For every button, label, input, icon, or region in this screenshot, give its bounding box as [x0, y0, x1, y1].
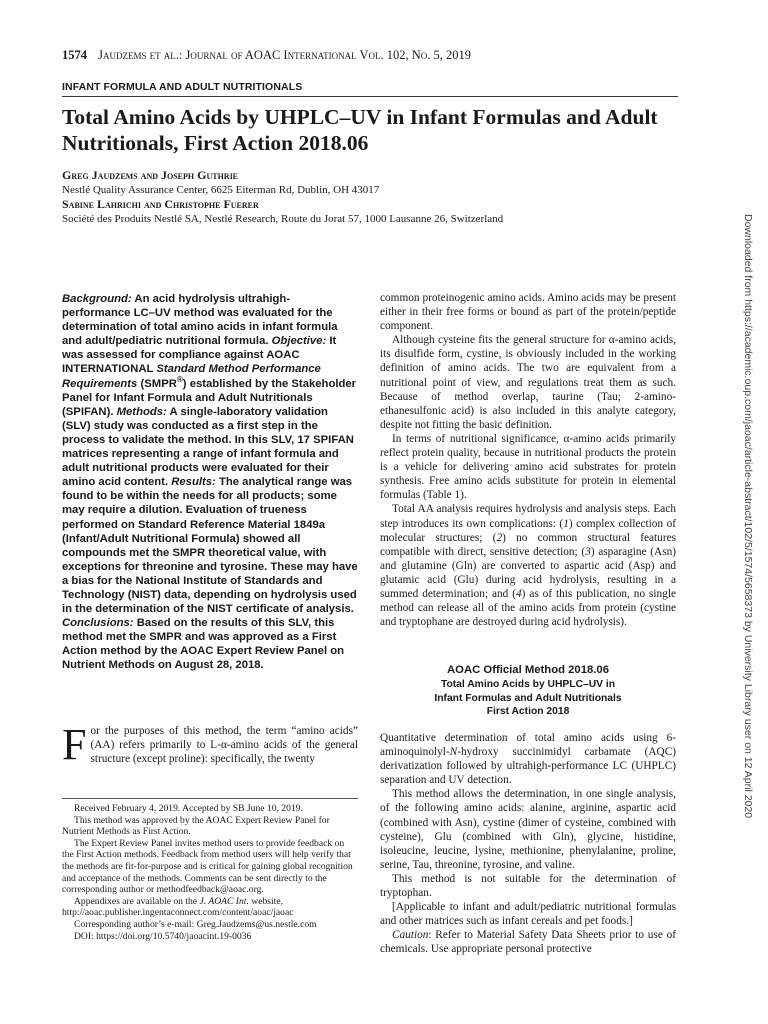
method-heading — [380, 663, 676, 719]
registered-mark: ® — [176, 374, 183, 384]
method-title: AOAC Official Method 2018.06 — [447, 664, 609, 676]
affiliation-1: Nestlé Quality Assurance Center, 6625 Eiterman Rd, Dublin, OH 43017 — [62, 183, 380, 196]
footnote-received: Received February 4, 2019. Accepted by SB June 10, 2019. — [74, 803, 303, 814]
body-paragraph-3: In terms of nutritional significance, α-amino acids primarily reflect protein quality, because in nutritional products the protein is a vehicle for delivering amino acid substrates for protein synthesis. Free amino acids substitute for protein in elemental formulas (Table 1). — [380, 432, 676, 502]
right-column-top — [380, 291, 676, 629]
abstract-objective-b: ) established by the Stakeholder Panel for Infant Formula and Adult Nutritionals (SPIFAN). — [62, 377, 357, 418]
list-number-1: 1 — [563, 517, 569, 530]
abstract-results: The analytical range was found to be within the needs for all products; some may require a dilution. Evaluation of trueness performed on Standard Reference Material 1849a (Infant/Adult Nutritional Formula) showed all compounds met the SMPR theoretical value, with exceptions for threonine and tyrosine. These may have a bias for the National Institute of Standards and Technology (NIST) data, depending on hydrolysis used in the determination of the NIST certificate of analysis. — [62, 476, 358, 616]
body-paragraph-1: common proteinogenic amino acids. Amino acids may be present either in their free forms or bound as part of the protein/peptide component. — [380, 292, 676, 333]
section-label: INFANT FORMULA AND ADULT NUTRITIONALS — [62, 81, 303, 93]
abstract-conclusions: Based on the results of this SLV, this method met the SMPR and was approved as a First Action method by the AOAC Expert Review Panel on Nutrient Methods on August 28, 2018. — [62, 617, 345, 672]
footnote-review: The Expert Review Panel invites method users to provide feedback on the First Action methods. Feedback from method users will help verify that the methods are fit-for-purpose and is critical for gaining global recognition and acceptance of the methods. Comments can be sent directly to the corresponding author or methodfeedback@aoac.org. — [62, 837, 353, 896]
abstract-methods: A single-laboratory validation (SLV) study was conducted as a first step in the process to validate the method. In this SLV, 17 SPIFAN matrices representing a range of infant formula and adult nutritional products were evaluated for their amino acid content. — [62, 405, 354, 489]
abstract-conclusions-label: Conclusions: — [62, 617, 134, 630]
author-block — [62, 168, 678, 226]
authors-line-1: Greg Jaudzems and Joseph Guthrie — [62, 168, 239, 182]
m1-italic-n: N — [449, 746, 458, 759]
list-number-2: 2 — [496, 531, 503, 544]
abstract-methods-label: Methods: — [116, 405, 167, 418]
caution-text: : Refer to Material Safety Data Sheets prior to use of chemicals. Use appropriate personal protective — [380, 929, 676, 956]
abstract-objective-label: Objective: — [271, 335, 327, 348]
body-paragraph-4 — [380, 502, 676, 629]
affiliation-2: Société des Produits Nestlé SA, Nestlé Research, Route du Jorat 57, 1000 Lausanne 26, Switzerland — [62, 212, 504, 225]
list-number-4: 4 — [516, 587, 522, 600]
method-subtitle: Total Amino Acids by UHPLC–UV in Infant Formulas and Adult Nutritionals First Action 2018 — [434, 679, 622, 717]
running-head — [62, 48, 471, 63]
authors-line-2: Sabine Lahrichi and Christophe Fuerer — [62, 197, 259, 211]
method-paragraph-1 — [380, 731, 676, 787]
footnote-email: Corresponding author’s e-mail: Greg.Jaudzems@us.nestle.com — [74, 918, 317, 930]
intro-text: or the purposes of this method, the term “amino acids” (AA) refers primarily to L-α-amino acids of the general structure (except proline): specifically, the twenty — [90, 725, 358, 766]
p4-part-e: ) as of this publication, no single method can release all of the amino acids from protein (cystine and tryptophane are destroyed during acid hydrolysis). — [380, 587, 676, 629]
list-number-3: 3 — [585, 545, 591, 558]
download-watermark: Downloaded from https://academic.oup.com/jaoac/article-abstract/102/5/1574/5658373 by University Library user on 12 April 2020 — [742, 214, 754, 819]
p4-part-c: ) no common structural features compatible with direct, sensitive detection; ( — [380, 531, 676, 558]
footnote-rule — [62, 798, 358, 799]
footnote-appendices — [62, 896, 358, 919]
abstract-smpr-abbr: (SMPR — [140, 377, 177, 390]
abstract-objective-a: It was assessed for compliance against AOAC INTERNATIONAL — [62, 335, 337, 376]
journal-abbrev: J. AOAC Int. — [199, 895, 249, 907]
footnote-appendices-a: Appendixes are available on the — [74, 895, 198, 907]
header-rule — [62, 96, 678, 97]
p4-part-a: Total AA analysis requires hydrolysis and analysis steps. Each step introduces its own complications: ( — [380, 503, 676, 530]
caution-paragraph — [380, 928, 676, 956]
caution-label: Caution — [392, 929, 429, 942]
abstract-smpr-italic: Standard Method Performance Requirements — [62, 363, 321, 390]
abstract-results-label: Results: — [171, 476, 216, 489]
right-column-bottom — [380, 731, 676, 957]
p4-part-b: ) complex collection of molecular structures; ( — [380, 517, 676, 544]
abstract — [62, 292, 358, 673]
p4-part-d: ) asparagine (Asn) and glutamine (Gln) are converted to aspartic acid (Asp) and glutamic acid (Glu) during acid hydrolysis, resulting in a summed determination; and ( — [380, 545, 676, 600]
m1-part-b: -hydroxy succinimidyl carbamate (AQC) derivatization followed by ultrahigh-performance LC (UHPLC) separation and UV detection. — [380, 746, 676, 787]
abstract-background: An acid hydrolysis ultrahigh-performance LC–UV method was evaluated for the determination of total amino acids in infant formula and adult/pediatric nutritional formula. — [62, 293, 338, 348]
footnotes — [62, 803, 358, 942]
running-title: Jaudzems et al.: Journal of AOAC International Vol. 102, No. 5, 2019 — [98, 48, 472, 62]
footnote-approved: This method was approved by the AOAC Expert Review Panel for Nutrient Methods as First Action. — [62, 814, 330, 838]
footnote-doi: DOI: https://doi.org/10.5740/jaoacint.19-0036 — [74, 930, 252, 942]
m1-part-a: Quantitative determination of total amino acids using 6-aminoquinolyl- — [380, 732, 676, 759]
page-number: 1574 — [62, 48, 87, 62]
body-paragraph-2: Although cysteine fits the general structure for α-amino acids, its disulfide form, cystine, is obviously included in the working definition of amino acids. The two are equivalent from a nutritional point of view, and regulations treat them as such. Because of method overlap, taurine (Tau; 2-amino-ethanesulfonic acid) is also included in this analyte category, despite not fitting the basic definition. — [380, 334, 676, 431]
method-paragraph-4: [Applicable to infant and adult/pediatric nutritional formulas and other matrices such as infant cereals and pet foods.] — [380, 901, 676, 928]
footnote-appendices-b: website, http://aoac.publisher.ingentaconnect.com/content/aoac/jaoac — [62, 895, 294, 919]
article-title: Total Amino Acids by UHPLC–UV in Infant Formulas and Adult Nutritionals, First Action 2018.06 — [62, 105, 658, 155]
abstract-background-label: Background: — [62, 293, 132, 305]
intro-paragraph — [62, 720, 358, 769]
method-paragraph-2: This method allows the determination, in one single analysis, of the following amino acids: alanine, arginine, aspartic acid (combined with Asn), cystine (dimer of cysteine, combined with cysteine), Glu (combined with Gln), glycine, histidine, isoleucine, leucine, lysine, methionine, phenylalanine, proline, serine, Tau, threonine, tyrosine, and valine. — [380, 788, 676, 871]
drop-cap: F — [62, 720, 87, 769]
method-paragraph-3: This method is not suitable for the determination of tryptophan. — [380, 872, 676, 900]
